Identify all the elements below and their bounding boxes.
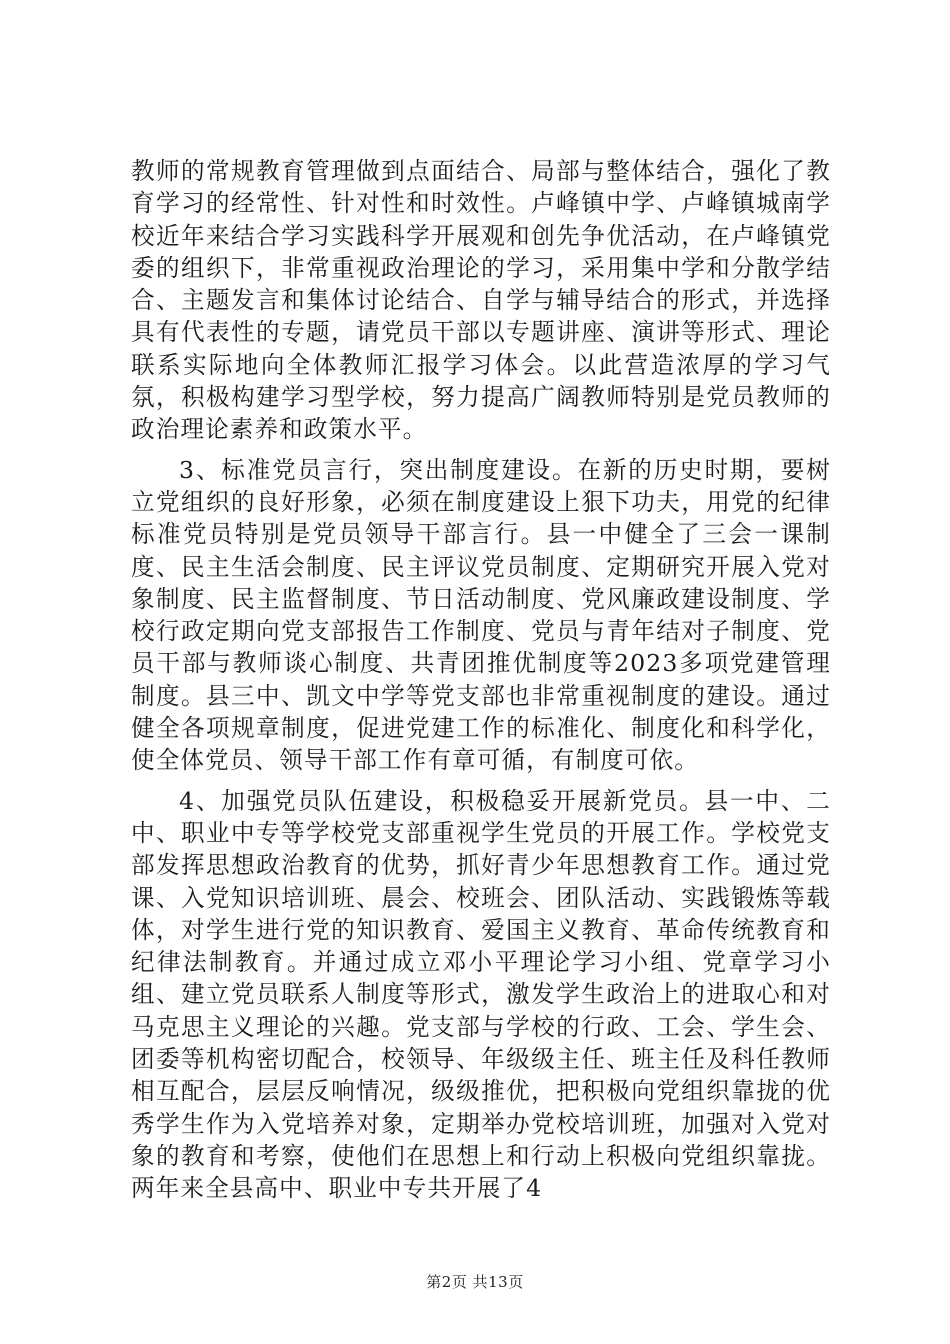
paragraph-item-4: 4、加强党员队伍建设，积极稳妥开展新党员。县一中、二中、职业中专等学校党支部重视学生党员的开展工作。学校党支部发挥思想政治教育的优势，抓好青少年思想教育工作。通过党课、入党知识培训班、晨会、校班会、团队活动、实践锻炼等载体，对学生进行党的知识教育、爱国主义教育、革命传统教育和纪律法制教育。并通过成立邓小平理论学习小组、党章学习小组、建立党员联系人制度等形式，激发学生政治上的进取心和对马克思主义理论的兴趣。党支部与学校的行政、工会、学生会、团委等机构密切配合，校领导、年级级主任、班主任及科任教师相互配合，层层反响情况，级级推优，把积极向党组织靠拢的优秀学生作为入党培养对象，定期举办党校培训班，加强对入党对象的教育和考察，使他们在思想上和行动上积极向党组织靠拢。两年来全县高中、职业中专共开展了4 [131, 786, 831, 1203]
paragraph-item-3: 3、标准党员言行，突出制度建设。在新的历史时期，要树立党组织的良好形象，必须在制度建设上狠下功夫，用党的纪律标准党员特别是党员领导干部言行。县一中健全了三会一课制度、民主生活会制度、民主评议党员制度、定期研究开展入党对象制度、民主监督制度、节日活动制度、党风廉政建设制度、学校行政定期向党支部报告工作制度、党员与青年结对子制度、党员干部与教师谈心制度、共青团推优制度等2023多项党建管理制度。县三中、凯文中学等党支部也非常重视制度的建设。通过健全各项规章制度，促进党建工作的标准化、制度化和科学化，使全体党员、领导干部工作有章可循，有制度可依。 [131, 455, 831, 775]
document-body [131, 155, 831, 1213]
page-number-footer: 第2页 共13页 [426, 1273, 524, 1291]
paragraph-continuation: 教师的常规教育管理做到点面结合、局部与整体结合，强化了教育学习的经常性、针对性和时效性。卢峰镇中学、卢峰镇城南学校近年来结合学习实践科学开展观和创先争优活动，在卢峰镇党委的组织下，非常重视政治理论的学习，采用集中学和分散学结合、主题发言和集体讨论结合、自学与辅导结合的形式，并选择具有代表性的专题，请党员干部以专题讲座、演讲等形式、理论联系实际地向全体教师汇报学习体会。以此营造浓厚的学习气氛，积极构建学习型学校，努力提高广阔教师特别是党员教师的政治理论素养和政策水平。 [131, 157, 831, 444]
